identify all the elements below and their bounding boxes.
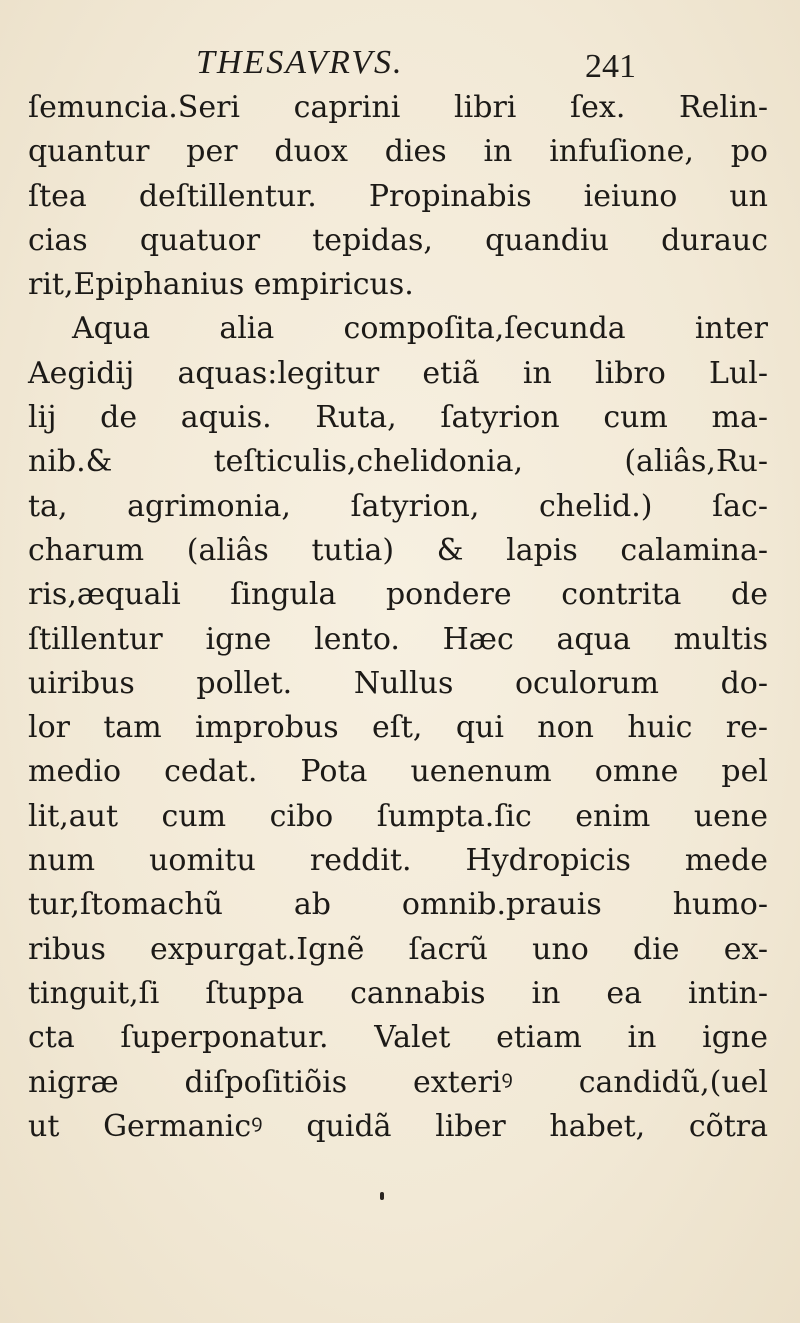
text-line: lij de aquis. Ruta, ſatyrion cum ma-	[28, 400, 768, 436]
text-line: lor tam improbus eſt, qui non huic re-	[28, 710, 768, 746]
text-line: ris,æquali ſingula pondere contrita de	[28, 577, 768, 613]
page-number: 241	[585, 48, 636, 85]
text-line: tur,ſtomachũ ab omnib.prauis humo-	[28, 887, 768, 923]
text-line: tinguit,ſi ſtuppa cannabis in ea intin-	[28, 975, 768, 1011]
text-line: ta, agrimonia, ſatyrion, chelid.) ſac-	[28, 488, 768, 524]
text-line: medio cedat. Pota uenenum omne pel	[28, 754, 768, 790]
text-line: charum (aliâs tutia) & lapis calamina-	[28, 532, 768, 568]
running-head: THESAVRVS.	[196, 44, 404, 81]
text-line: lit,aut cum cibo ſumpta.ſic enim uene	[28, 798, 768, 834]
text-line: ut Germanicꝰ quidã liber habet, cõtra	[28, 1108, 768, 1144]
text-line: Aegidij aquas:legitur etiã in libro Lul-	[28, 355, 768, 391]
text-line: rit,Epiphanius empiricus.	[28, 267, 414, 303]
text-line: ſtea deſtillentur. Propinabis ieiuno un	[28, 178, 768, 214]
text-line: ribus expurgat.Ignẽ ſacrũ uno die ex-	[28, 931, 768, 967]
text-line: cias quatuor tepidas, quandiu durauc	[28, 222, 768, 258]
ink-speck	[380, 1192, 384, 1200]
text-line: cta ſuperponatur. Valet etiam in igne	[28, 1020, 768, 1056]
text-line: nib.& teſticulis,chelidonia, (aliâs,Ru-	[28, 444, 768, 480]
text-line: nigræ diſpoſitiõis exteriꝰ candidũ,(uel	[28, 1064, 768, 1100]
body-text	[28, 86, 768, 1149]
text-line: num uomitu reddit. Hydropicis mede	[28, 843, 768, 879]
paragraph-start-line: Aqua alia compoſita,ſecunda inter	[72, 311, 768, 347]
text-line: ſemuncia.Seri caprini libri ſex. Relin-	[28, 90, 768, 125]
text-line: uiribus pollet. Nullus oculorum do-	[28, 665, 768, 701]
text-line: ſtillentur igne lento. Hæc aqua multis	[28, 621, 768, 657]
text-line: quantur per duox dies in infuſione, po	[28, 134, 768, 170]
